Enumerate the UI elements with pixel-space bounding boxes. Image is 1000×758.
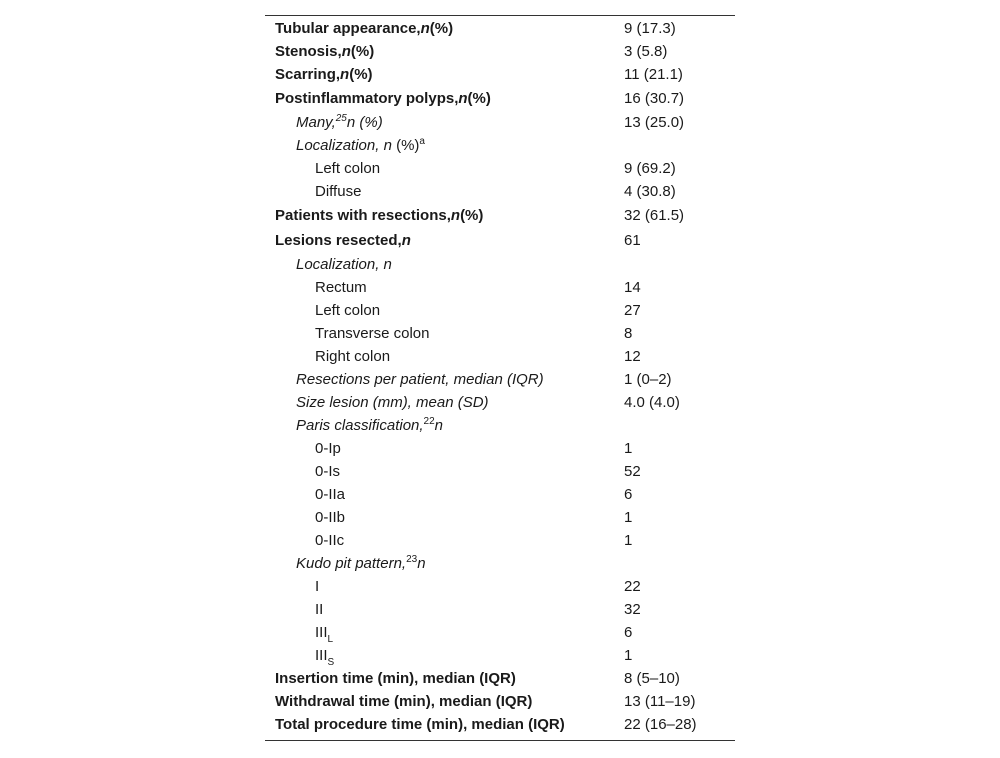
row-right-colon <box>265 345 735 368</box>
row-label: Resections per patient, median (IQR) <box>296 371 544 388</box>
row-kudo-i <box>265 575 735 598</box>
row-value: 4 (30.8) <box>624 183 676 200</box>
row-label: Kudo pit pattern,$^{23}$n <box>296 554 426 572</box>
row-label: Left colon <box>315 160 381 177</box>
row-value: 1 <box>624 532 633 549</box>
row-value: 52 <box>624 463 641 480</box>
row-label: Localization, n <box>296 256 392 273</box>
row-localization-percent <box>265 134 735 157</box>
row-label: Patients with resections,n(%) <box>275 207 484 224</box>
row-value: 9 (17.3) <box>624 20 676 37</box>
row-label: Insertion time (min), median (IQR) <box>275 670 516 687</box>
row-many <box>265 111 735 134</box>
row-value: 8 (5–10) <box>624 670 680 687</box>
row-paris-0-iic <box>265 529 735 552</box>
row-value: 14 <box>624 279 641 296</box>
row-label: Left colon <box>315 302 381 319</box>
row-left-colon-lesions <box>265 299 735 322</box>
data-table <box>265 15 735 741</box>
row-value: 16 (30.7) <box>624 90 685 107</box>
row-label: Size lesion (mm), mean (SD) <box>296 394 489 411</box>
row-paris-0-is <box>265 460 735 483</box>
row-label: II <box>315 601 324 618</box>
row-value: 1 <box>624 440 633 457</box>
row-value: 6 <box>624 624 633 641</box>
row-patients-with-resections <box>265 203 735 228</box>
row-label: Rectum <box>315 279 367 296</box>
row-transverse-colon <box>265 322 735 345</box>
row-label: 0-IIc <box>315 532 345 549</box>
row-stenosis <box>265 40 735 63</box>
row-diffuse <box>265 180 735 203</box>
row-kudo-iii-s <box>265 644 735 667</box>
row-value: 32 <box>624 601 641 618</box>
row-label: Tubular appearance,n(%) <box>275 20 454 37</box>
row-label: $III_S$ <box>315 647 335 668</box>
row-label: Many,$^{25}$n (%) <box>296 113 383 131</box>
row-value: 4.0 (4.0) <box>624 394 680 411</box>
row-scarring <box>265 63 735 86</box>
row-label: Withdrawal time (min), median (IQR) <box>275 693 533 710</box>
row-label: Scarring,n(%) <box>275 66 373 83</box>
row-label: Transverse colon <box>315 325 430 342</box>
row-value: 9 (69.2) <box>624 160 676 177</box>
row-label: 0-IIa <box>315 486 346 503</box>
row-label: I <box>315 578 320 595</box>
row-withdrawal-time <box>265 690 735 713</box>
row-label: Postinflammatory polyps,n(%) <box>275 90 491 107</box>
row-label: 0-Is <box>315 463 341 480</box>
row-value: 12 <box>624 348 641 365</box>
row-paris-classification <box>265 414 735 437</box>
row-value: 27 <box>624 302 641 319</box>
row-value: 1 <box>624 647 633 664</box>
row-value: 8 <box>624 325 633 342</box>
row-value: 11 (21.1) <box>624 66 683 83</box>
row-label: 0-Ip <box>315 440 341 457</box>
row-total-procedure-time <box>265 713 735 736</box>
row-paris-0-ip <box>265 437 735 460</box>
row-label: 0-IIb <box>315 509 346 526</box>
row-left-colon-polyps <box>265 157 735 180</box>
row-value: 1 (0–2) <box>624 371 672 388</box>
row-value: 6 <box>624 486 633 503</box>
row-value: 61 <box>624 232 641 249</box>
row-kudo-iii-l <box>265 621 735 644</box>
table-top-rule <box>265 15 735 16</box>
row-value: 3 (5.8) <box>624 43 668 60</box>
row-value: 13 (25.0) <box>624 114 685 131</box>
row-localization-count <box>265 253 735 276</box>
row-postinflammatory-polyps <box>265 86 735 111</box>
row-paris-0-iia <box>265 483 735 506</box>
row-label: Right colon <box>315 348 391 365</box>
row-value: 13 (11–19) <box>624 693 696 710</box>
row-kudo-pit-pattern <box>265 552 735 575</box>
row-lesions-resected <box>265 228 735 253</box>
row-label: Total procedure time (min), median (IQR) <box>275 716 565 733</box>
row-value: 1 <box>624 509 633 526</box>
row-label: Lesions resected,n <box>275 232 411 249</box>
row-label: $III_L$ <box>315 624 334 645</box>
row-label: Stenosis,n(%) <box>275 43 375 60</box>
row-rectum <box>265 276 735 299</box>
row-resections-per-patient <box>265 368 735 391</box>
row-insertion-time <box>265 667 735 690</box>
row-kudo-ii <box>265 598 735 621</box>
table-bottom-rule <box>265 740 735 741</box>
row-value: 22 (16–28) <box>624 716 697 733</box>
row-value: 22 <box>624 578 641 595</box>
row-label: Paris classification,$^{22}$n <box>296 416 444 434</box>
row-paris-0-iib <box>265 506 735 529</box>
row-label: Diffuse <box>315 183 362 200</box>
row-value: 32 (61.5) <box>624 207 685 224</box>
row-label: Localization, n (%)$^a$ <box>296 136 425 154</box>
row-tubular-appearance <box>265 17 735 40</box>
row-size-lesion <box>265 391 735 414</box>
